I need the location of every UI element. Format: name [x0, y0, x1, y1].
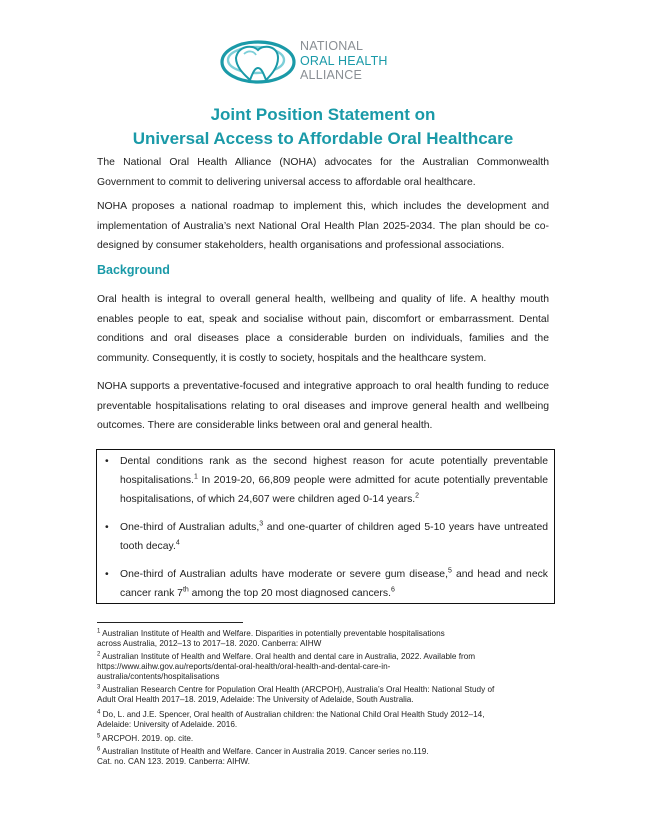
footnote-text: Australian Institute of Health and Welfare. Disparities in potentially preventable hospitalisations: [100, 629, 445, 638]
footnote-link[interactable]: https://www.aihw.gov.au/reports/dental-oral-health/oral-health-and-dental-care-in-: [97, 662, 391, 671]
footnote-ref[interactable]: 2: [415, 492, 420, 500]
footnote-number: 5: [97, 733, 101, 740]
footnote-text: Adelaide: University of Adelaide. 2016.: [97, 720, 238, 729]
bullet-icon: •: [105, 569, 109, 580]
footnote-text: Adult Oral Health 2017–18. 2019, Adelaide: The University of Adelaide, South Australia.: [97, 695, 414, 704]
logo-wordmark: [300, 39, 388, 83]
noha-logo: [218, 36, 418, 88]
background-paragraph-1: Oral health is integral to overall general health, wellbeing and quality of life. A healthy mouth enables people to eat, speak and socialise without pain, discomfort or embarrassment. Dental conditions and oral diseases place a considerable burden on individuals, families and the community. Consequently, it is costly to society, hospitals and the healthcare system.: [97, 294, 549, 364]
bullet-3-text-c: among the top 20 most diagnosed cancers.: [188, 588, 391, 599]
footnote-6: [97, 747, 552, 767]
footnote-number: 4: [97, 709, 101, 716]
footnote-number: 2: [97, 651, 101, 658]
footnote-text: Do, L. and J.E. Spencer, Oral health of Australian children: the National Child Oral Health Study 2012–14,: [100, 710, 485, 719]
footnote-text: Australian Research Centre for Population Oral Health (ARCPOH), Australia’s Oral Health: National Study of: [100, 685, 495, 694]
tooth-swirl-icon: [218, 36, 296, 88]
footnote-number: 1: [97, 628, 101, 635]
logo-line-2: ORAL HEALTH: [300, 53, 388, 68]
logo-line-3: ALLIANCE: [300, 68, 363, 82]
intro-paragraph-1: The National Oral Health Alliance (NOHA) advocates for the Australian Commonwealth Government to commit to delivering universal access to affordable oral healthcare.: [97, 157, 549, 188]
background-heading: Background: [97, 263, 170, 277]
footnote-ref[interactable]: 4: [175, 539, 180, 547]
footnote-text: Australian Institute of Health and Welfare. Oral health and dental care in Australia, 2022. Available from: [100, 652, 476, 661]
ordinal-suffix: th: [182, 586, 189, 594]
footnote-divider: [97, 622, 243, 623]
bullet-2-text-a: One-third of Australian adults,: [120, 522, 260, 533]
bullet-icon: •: [105, 522, 109, 533]
bullet-2-text-b: and one-quarter of children aged 5-10 years have untreated tooth decay.: [120, 522, 548, 552]
key-facts-list: [97, 452, 554, 603]
footnote-ref[interactable]: 5: [447, 567, 452, 575]
bullet-3-text-a: One-third of Australian adults have moderate or severe gum disease,: [120, 569, 448, 580]
footnote-text: Cat. no. CAN 123. 2019. Canberra: AIHW.: [97, 757, 250, 766]
list-item: [97, 565, 554, 603]
footnote-3: [97, 685, 552, 705]
bullet-3-text-b: and head and neck cancer rank 7: [120, 569, 548, 599]
footnote-4: [97, 710, 552, 730]
logo-line-1: NATIONAL: [300, 39, 364, 53]
footnote-text: ARCPOH. 2019. op. cite.: [100, 734, 194, 743]
footnote-ref[interactable]: 3: [259, 520, 264, 528]
footnote-link[interactable]: australia/contents/hospitalisations: [97, 672, 220, 681]
footnote-number: 6: [97, 746, 101, 753]
bullet-icon: •: [105, 456, 109, 467]
footnote-text: across Australia, 2012–13 to 2017–18. 2020. Canberra: AIHW: [97, 639, 322, 648]
bullet-1-text-b: In 2019-20, 66,809 people were admitted for acute potentially preventable hospitalisations, of which 24,607 were children aged 0-14 years.: [120, 475, 548, 505]
footnote-ref[interactable]: 1: [193, 473, 198, 481]
list-item: [97, 452, 554, 509]
footnote-ref[interactable]: 6: [390, 586, 395, 594]
key-facts-box: [96, 449, 555, 604]
footnote-5: [97, 734, 552, 744]
title-line-2: Universal Access to Affordable Oral Healthcare: [132, 129, 514, 148]
background-paragraph-2: NOHA supports a preventative-focused and integrative approach to oral health funding to reduce preventable hospitalisations relating to oral diseases and improve general health and wellbeing outcomes. There are considerable links between oral and general health.: [97, 381, 549, 431]
list-item: [97, 518, 554, 556]
footnote-text: Australian Institute of Health and Welfare. Cancer in Australia 2019. Cancer series no.119.: [100, 747, 429, 756]
footnote-1: [97, 629, 552, 649]
bullet-1-text-a: Dental conditions rank as the second highest reason for acute potentially preventable hospitalisations.: [120, 456, 548, 486]
title-line-1: Joint Position Statement on: [210, 105, 436, 124]
page-title: [0, 103, 646, 151]
footnote-2: [97, 652, 552, 682]
intro-paragraph-2: NOHA proposes a national roadmap to implement this, which includes the development and implementation of Australia’s next National Oral Health Plan 2025-2034. The plan should be co-designed by consumer stakeholders, health organisations and professional associations.: [97, 201, 549, 251]
footnote-number: 3: [97, 684, 101, 691]
